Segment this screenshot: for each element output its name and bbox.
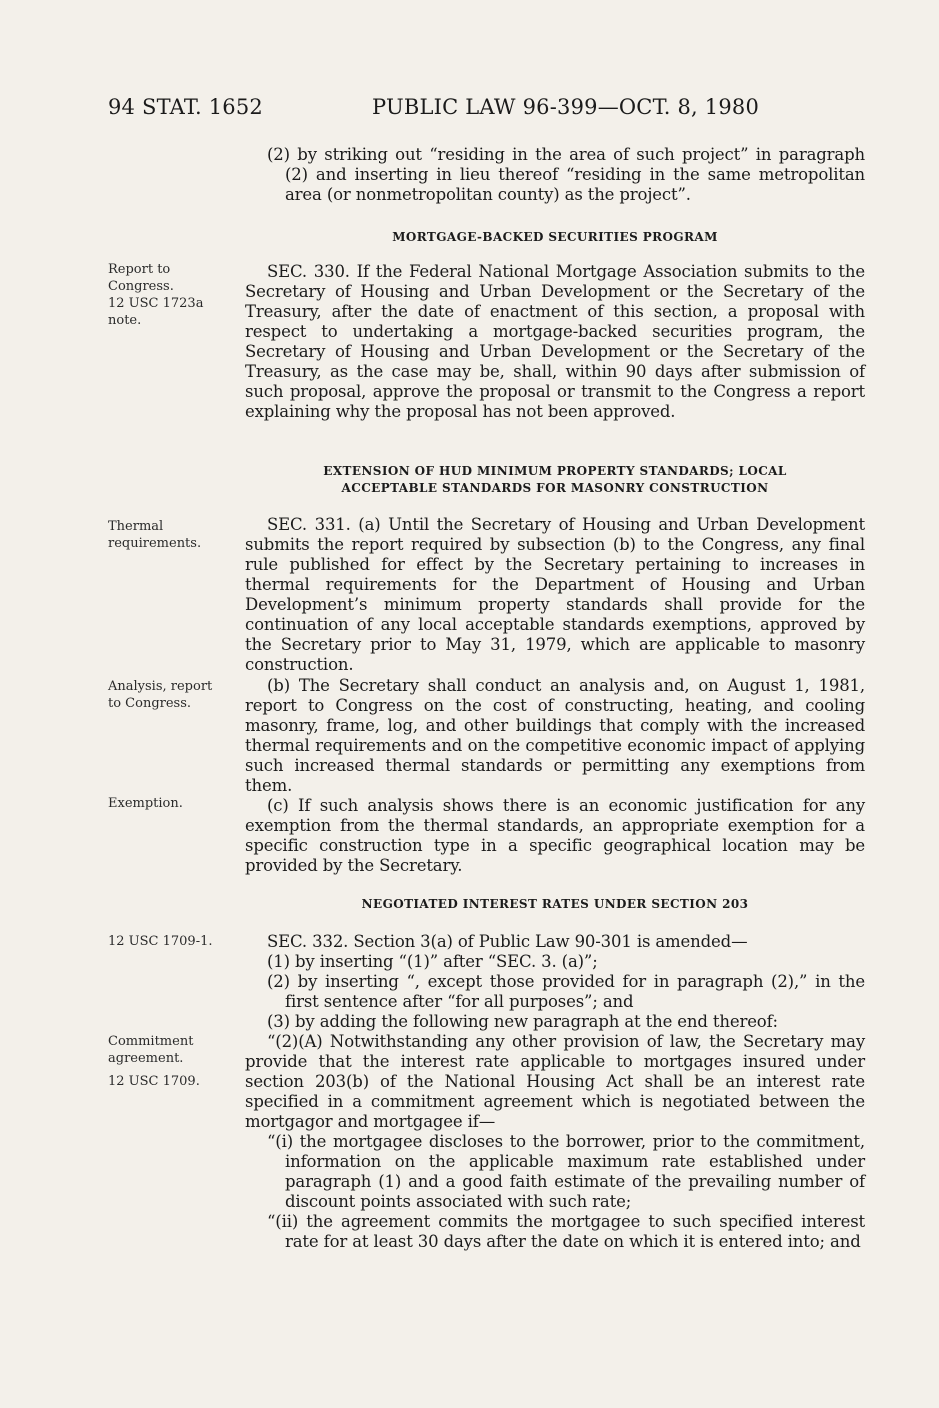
margin-line: Congress. (108, 279, 174, 294)
law-title: PUBLIC LAW 96-399—OCT. 8, 1980 (372, 95, 760, 119)
margin-line: requirements. (108, 536, 202, 551)
sec332-item-3: (3) by adding the following new paragraph at the end thereof: (267, 1012, 778, 1031)
sec331c-paragraph: (c) If such analysis shows there is an economic justification for any exemption from the thermal standards, an appropriate exemption for a specific construction type in a specific geographical location may be provided by the Secretary. (245, 796, 865, 875)
sec332-intro: SEC. 332. Section 3(a) of Public Law 90-301 is amended— (267, 932, 748, 951)
sec332-margin-commitment (108, 1033, 238, 1067)
sec332-sub-i: “(i) the mortgagee discloses to the borrower, prior to the commitment, information on the applicable maximum rate established under paragraph (1) and a good faith estimate of the prevailing number of discount points associated with such rate; (267, 1132, 865, 1211)
sec330-body (245, 262, 865, 422)
margin-line: Report to (108, 262, 171, 277)
margin-line: note. (108, 313, 142, 328)
sec331a-margin-note (108, 518, 238, 552)
margin-line: Analysis, report (108, 679, 213, 694)
sec330-margin-note (108, 261, 238, 329)
sec330-paragraph: SEC. 330. If the Federal National Mortgage Association submits to the Secretary of Housing and Urban Development or the Secretary of the Treasury, after the date of enactment of this section, a proposal with respect to undertaking a mortgage-backed securities program, the Secretary of Housing and Urban Development or the Secretary of the Treasury, as the case may be, shall, within 90 days after submission of such proposal, approve the proposal or transmit to the Congress a report explaining why the proposal has not been approved. (245, 262, 865, 421)
margin-line: 12 USC 1709-1. (108, 934, 213, 949)
sec331b-margin-note (108, 678, 238, 712)
sec332-sub-ii: “(ii) the agreement commits the mortgagee to such specified interest rate for at least 30 days after the date on which it is entered into; and (267, 1212, 865, 1251)
sec332-heading: NEGOTIATED INTEREST RATES UNDER SECTION 203 (361, 897, 749, 911)
sec331c-margin-note (108, 795, 238, 812)
sec331b-paragraph: (b) The Secretary shall conduct an analysis and, on August 1, 1981, report to Congress on the cost of constructing, heating, and cooling masonry, frame, log, and other buildings that comply with the increased thermal requirements and on the competitive economic impact of applying such increased thermal standards or permitting any exemptions from them. (245, 676, 865, 795)
stat-reference: 94 STAT. 1652 (108, 95, 263, 119)
sec331a-paragraph: SEC. 331. (a) Until the Secretary of Housing and Urban Development submits the report required by subsection (b) to the Congress, any final rule published for effect by the Secretary pertaining to increases in thermal requirements for the Department of Housing and Urban Development’s minimum property standards shall provide for the continuation of any local acceptable standards exemptions, approved by the Secretary prior to May 31, 1979, which are applicable to masonry construction. (245, 515, 865, 674)
sec331c-body (245, 796, 865, 876)
continuation-paragraph: (2) by striking out “residing in the area of such project” in paragraph (2) and inserting in lieu thereof “residing in the same metropolitan area (or nonmetropolitan county) as the project”. (267, 145, 865, 204)
margin-line: Commitment (108, 1034, 194, 1049)
margin-line: 12 USC 1709. (108, 1074, 200, 1089)
margin-line: Exemption. (108, 796, 183, 811)
sec330-heading: MORTGAGE-BACKED SECURITIES PROGRAM (392, 230, 718, 244)
sec332-item-1: (1) by inserting “(1)” after “SEC. 3. (a)”; (267, 952, 598, 971)
sec331-heading (245, 463, 865, 497)
sec332-paragraph-2a: “(2)(A) Notwithstanding any other provision of law, the Secretary may provide that the interest rate applicable to mortgages insured under section 203(b) of the National Housing Act shall be an interest rate specified in a commitment agreement which is negotiated between the mortgagor and mortgagee if— (245, 1032, 865, 1131)
sec331-heading-line2: ACCEPTABLE STANDARDS FOR MASONRY CONSTRUCTION (341, 481, 769, 495)
sec332-body (245, 932, 865, 1252)
continuation-block (245, 145, 865, 205)
margin-line: agreement. (108, 1051, 184, 1066)
sec331-heading-line1: EXTENSION OF HUD MINIMUM PROPERTY STANDARDS; LOCAL (323, 464, 787, 478)
sec332-margin-usc-1709 (108, 1073, 238, 1090)
margin-line: 12 USC 1723a (108, 296, 204, 311)
sec331b-body (245, 676, 865, 796)
margin-line: to Congress. (108, 696, 192, 711)
margin-line: Thermal (108, 519, 164, 534)
sec332-margin-usc (108, 933, 238, 950)
sec331a-body (245, 515, 865, 675)
sec332-item-2: (2) by inserting “, except those provided for in paragraph (2),” in the first sentence after “for all purposes”; and (267, 972, 865, 1011)
